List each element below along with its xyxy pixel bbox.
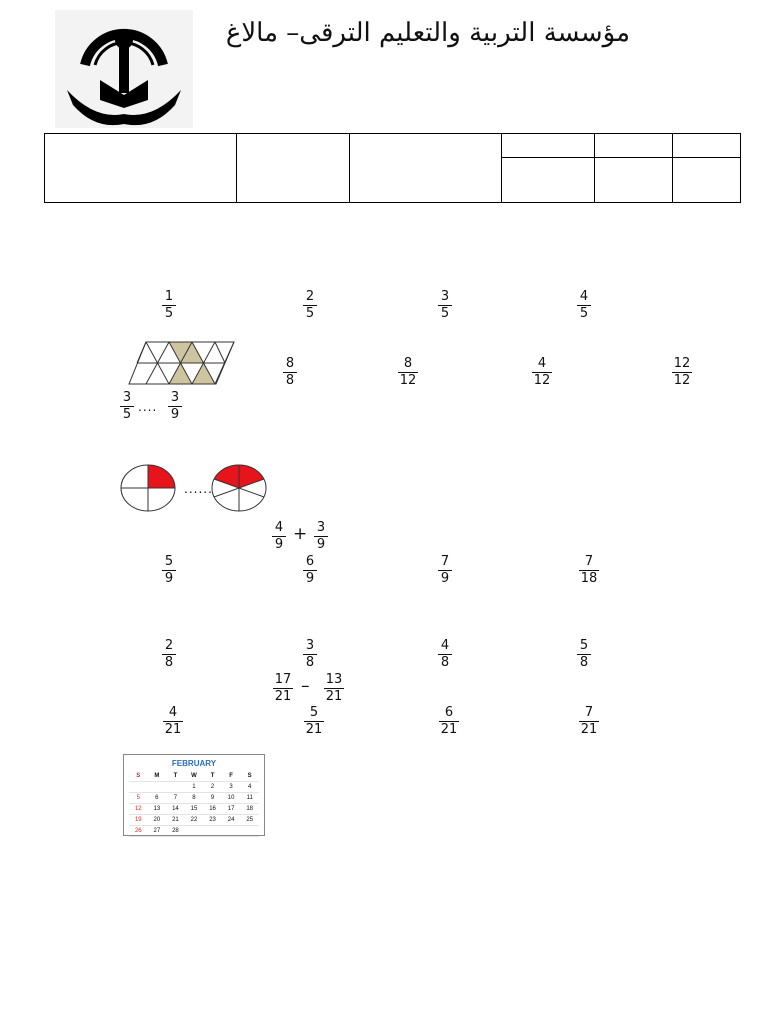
calendar-day [185,826,204,837]
calendar-day: 1 [185,782,204,793]
table-divider [501,134,502,202]
calendar-day: 3 [222,782,241,793]
calendar-day: 20 [148,815,167,826]
q2-option-2[interactable]: 8 12 [399,356,417,388]
calendar-day [203,826,222,837]
q3-right-fraction: 3 9 [155,391,195,422]
calendar-day: 23 [203,815,222,826]
day-header: S [240,771,259,782]
day-header: M [148,771,167,782]
q6-option-3[interactable]: 6 21 [440,705,458,737]
calendar-day: 15 [185,804,204,815]
calendar [123,754,265,836]
q2-option-1[interactable]: 8 8 [270,357,310,388]
calendar-day: 18 [240,804,259,815]
q3-blank[interactable]: .... [138,400,158,414]
triangle-parallelogram-figure [128,340,236,386]
calendar-day: 6 [148,793,167,804]
table-divider [236,134,237,202]
calendar-day: 26 [129,826,148,837]
calendar-day: 21 [166,815,185,826]
calendar-day: 16 [203,804,222,815]
q4-addend-2: 3 9 [301,521,341,552]
plus-operator: + [293,524,308,544]
calendar-day: 14 [166,804,185,815]
calendar-day: 7 [166,793,185,804]
q2-option-3[interactable]: 4 12 [533,356,551,388]
q1-option-4[interactable]: 4 5 [564,290,604,321]
q4-blank[interactable]: ...... [184,482,213,496]
day-header: T [166,771,185,782]
q1-option-1[interactable]: 1 5 [149,290,189,321]
q6-subtrahend: 13 21 [325,672,343,704]
q1-option-2[interactable]: 2 5 [290,290,330,321]
q6-option-1[interactable]: 4 21 [164,705,182,737]
minus-operator: – [301,676,310,696]
day-header: S [129,771,148,782]
q2-option-4[interactable]: 12 12 [673,356,691,388]
table-divider [501,157,740,158]
calendar-day: 22 [185,815,204,826]
calendar-day [166,782,185,793]
calendar-day: 24 [222,815,241,826]
q3-left-fraction: 3 5 [107,391,147,422]
calendar-day [129,782,148,793]
q5-option-3[interactable]: 4 8 [425,639,465,670]
calendar-day: 19 [129,815,148,826]
calendar-day: 28 [166,826,185,837]
q5-option-2[interactable]: 3 8 [290,639,330,670]
school-logo [55,10,193,128]
q6-option-2[interactable]: 5 21 [305,705,323,737]
calendar-day [148,782,167,793]
pie-chart-sixths [210,463,268,513]
q5-option-1[interactable]: 2 8 [149,639,189,670]
calendar-day: 4 [240,782,259,793]
school-emblem-icon [55,10,193,128]
calendar-day: 17 [222,804,241,815]
q5-option-4[interactable]: 5 8 [564,639,604,670]
q6-option-4[interactable]: 7 21 [580,705,598,737]
day-header: W [185,771,204,782]
calendar-day: 12 [129,804,148,815]
calendar-day: 2 [203,782,222,793]
calendar-day: 11 [240,793,259,804]
student-info-table [44,133,741,203]
calendar-day: 25 [240,815,259,826]
table-divider [349,134,350,202]
q6-minuend: 17 21 [274,672,292,704]
calendar-day: 5 [129,793,148,804]
calendar-day: 27 [148,826,167,837]
calendar-day: 8 [185,793,204,804]
calendar-day: 10 [222,793,241,804]
q4-option-1[interactable]: 5 9 [149,555,189,586]
table-divider [594,134,595,202]
calendar-day: 9 [203,793,222,804]
q4-option-3[interactable]: 7 9 [425,555,465,586]
calendar-day [240,826,259,837]
pie-chart-quarter [119,463,177,513]
q1-option-3[interactable]: 3 5 [425,290,465,321]
calendar-month-title: FEBRUARY [171,759,217,768]
q4-option-2[interactable]: 6 9 [290,555,330,586]
table-divider [672,134,673,202]
q4-option-4[interactable]: 7 18 [580,554,598,586]
day-header: F [222,771,241,782]
school-title: مؤسسة التربية والتعليم الترقى– مالاغ [225,18,630,48]
calendar-day: 13 [148,804,167,815]
calendar-day [222,826,241,837]
day-header: T [203,771,222,782]
calendar-grid [129,771,259,837]
q4-addend-1: 4 9 [259,521,299,552]
